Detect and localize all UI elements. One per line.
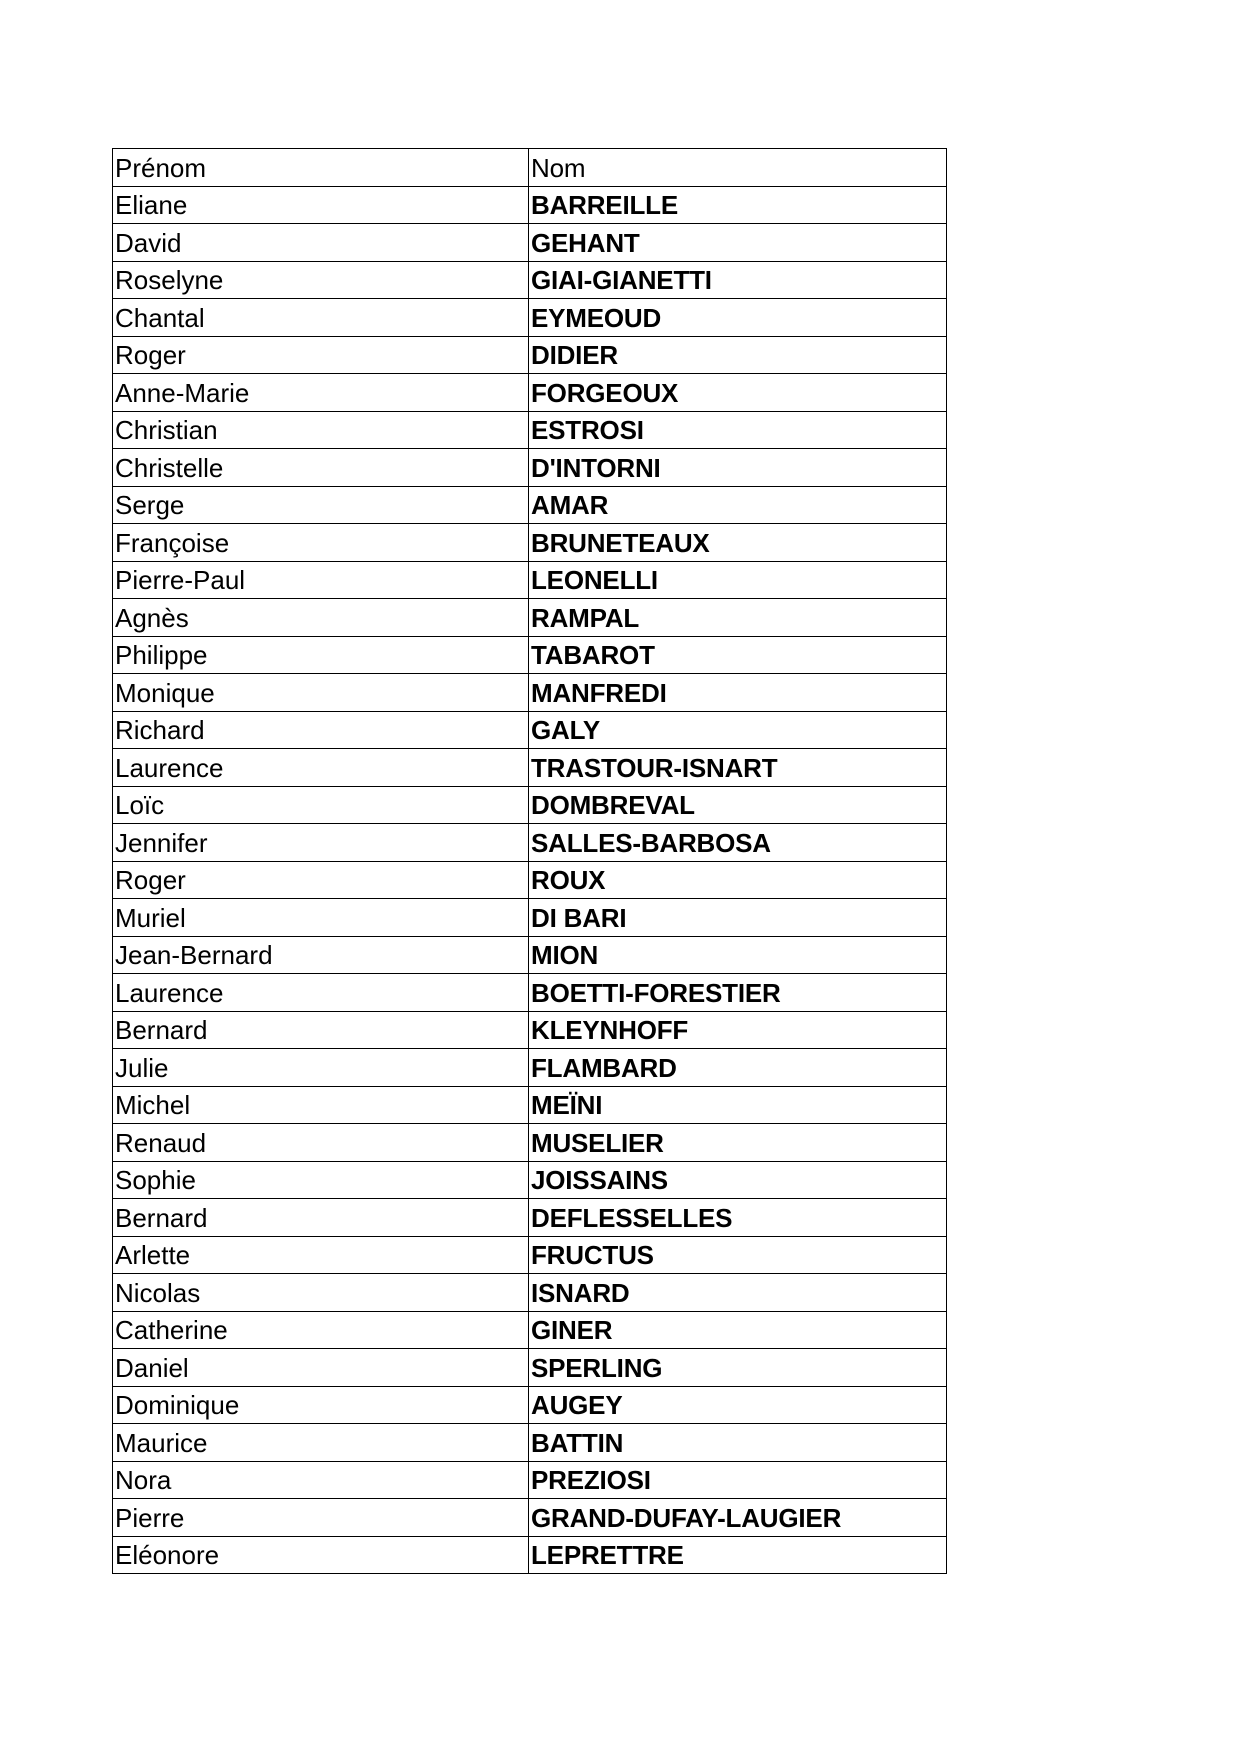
- last-name-cell: AUGEY: [529, 1386, 947, 1424]
- first-name-cell: Anne-Marie: [113, 374, 529, 412]
- table-row: [113, 524, 947, 562]
- table-row: [113, 599, 947, 637]
- table-row: [113, 636, 947, 674]
- last-name-cell: GIAI-GIANETTI: [529, 261, 947, 299]
- last-name-cell: SPERLING: [529, 1349, 947, 1387]
- first-name-cell: Bernard: [113, 1011, 529, 1049]
- table-row: [113, 1386, 947, 1424]
- first-name-cell: Philippe: [113, 636, 529, 674]
- last-name-cell: AMAR: [529, 486, 947, 524]
- table-row: [113, 1536, 947, 1574]
- table-row: [113, 1199, 947, 1237]
- table-row: [113, 711, 947, 749]
- first-name-cell: Christian: [113, 411, 529, 449]
- table-row: [113, 1499, 947, 1537]
- last-name-cell: EYMEOUD: [529, 299, 947, 337]
- first-name-cell: David: [113, 224, 529, 262]
- table-row: [113, 786, 947, 824]
- first-name-cell: Laurence: [113, 974, 529, 1012]
- table-row: [113, 1274, 947, 1312]
- first-name-cell: Dominique: [113, 1386, 529, 1424]
- first-name-cell: Nicolas: [113, 1274, 529, 1312]
- table-row: [113, 936, 947, 974]
- table-row: [113, 1424, 947, 1462]
- table-row: [113, 861, 947, 899]
- first-name-cell: Catherine: [113, 1311, 529, 1349]
- table-row: [113, 1124, 947, 1162]
- first-name-cell: Jennifer: [113, 824, 529, 862]
- first-name-cell: Roselyne: [113, 261, 529, 299]
- last-name-cell: RAMPAL: [529, 599, 947, 637]
- last-name-cell: DIDIER: [529, 336, 947, 374]
- last-name-cell: FORGEOUX: [529, 374, 947, 412]
- table-row: [113, 1049, 947, 1087]
- table-row: [113, 749, 947, 787]
- last-name-cell: ROUX: [529, 861, 947, 899]
- first-name-cell: Jean-Bernard: [113, 936, 529, 974]
- last-name-cell: MANFREDI: [529, 674, 947, 712]
- last-name-cell: KLEYNHOFF: [529, 1011, 947, 1049]
- header-last-name: Nom: [529, 149, 947, 187]
- last-name-cell: MION: [529, 936, 947, 974]
- table-row: [113, 1086, 947, 1124]
- last-name-cell: LEONELLI: [529, 561, 947, 599]
- first-name-cell: Roger: [113, 861, 529, 899]
- table-row: [113, 561, 947, 599]
- table-row: [113, 299, 947, 337]
- first-name-cell: Loïc: [113, 786, 529, 824]
- last-name-cell: JOISSAINS: [529, 1161, 947, 1199]
- first-name-cell: Eliane: [113, 186, 529, 224]
- first-name-cell: Sophie: [113, 1161, 529, 1199]
- first-name-cell: Serge: [113, 486, 529, 524]
- header-first-name: Prénom: [113, 149, 529, 187]
- last-name-cell: GINER: [529, 1311, 947, 1349]
- first-name-cell: Françoise: [113, 524, 529, 562]
- first-name-cell: Nora: [113, 1461, 529, 1499]
- last-name-cell: TABAROT: [529, 636, 947, 674]
- table-row: [113, 1011, 947, 1049]
- last-name-cell: BOETTI-FORESTIER: [529, 974, 947, 1012]
- first-name-cell: Laurence: [113, 749, 529, 787]
- first-name-cell: Bernard: [113, 1199, 529, 1237]
- table-row: [113, 1311, 947, 1349]
- first-name-cell: Julie: [113, 1049, 529, 1087]
- last-name-cell: MEÏNI: [529, 1086, 947, 1124]
- first-name-cell: Michel: [113, 1086, 529, 1124]
- table-header-row: [113, 149, 947, 187]
- last-name-cell: D'INTORNI: [529, 449, 947, 487]
- last-name-cell: ESTROSI: [529, 411, 947, 449]
- last-name-cell: DEFLESSELLES: [529, 1199, 947, 1237]
- table-row: [113, 486, 947, 524]
- first-name-cell: Renaud: [113, 1124, 529, 1162]
- last-name-cell: FRUCTUS: [529, 1236, 947, 1274]
- table-row: [113, 899, 947, 937]
- last-name-cell: BRUNETEAUX: [529, 524, 947, 562]
- table-row: [113, 336, 947, 374]
- table-row: [113, 1236, 947, 1274]
- first-name-cell: Arlette: [113, 1236, 529, 1274]
- last-name-cell: BATTIN: [529, 1424, 947, 1462]
- last-name-cell: BARREILLE: [529, 186, 947, 224]
- table-row: [113, 1349, 947, 1387]
- last-name-cell: PREZIOSI: [529, 1461, 947, 1499]
- table-row: [113, 974, 947, 1012]
- table-row: [113, 1461, 947, 1499]
- last-name-cell: GEHANT: [529, 224, 947, 262]
- last-name-cell: MUSELIER: [529, 1124, 947, 1162]
- first-name-cell: Richard: [113, 711, 529, 749]
- last-name-cell: LEPRETTRE: [529, 1536, 947, 1574]
- table-row: [113, 449, 947, 487]
- first-name-cell: Maurice: [113, 1424, 529, 1462]
- table-row: [113, 261, 947, 299]
- first-name-cell: Christelle: [113, 449, 529, 487]
- last-name-cell: FLAMBARD: [529, 1049, 947, 1087]
- first-name-cell: Chantal: [113, 299, 529, 337]
- table-row: [113, 1161, 947, 1199]
- table-row: [113, 374, 947, 412]
- first-name-cell: Pierre-Paul: [113, 561, 529, 599]
- last-name-cell: ISNARD: [529, 1274, 947, 1312]
- table-row: [113, 674, 947, 712]
- names-table-body: [113, 149, 947, 1574]
- table-row: [113, 824, 947, 862]
- first-name-cell: Daniel: [113, 1349, 529, 1387]
- last-name-cell: DI BARI: [529, 899, 947, 937]
- table-row: [113, 186, 947, 224]
- last-name-cell: DOMBREVAL: [529, 786, 947, 824]
- first-name-cell: Roger: [113, 336, 529, 374]
- names-table: [112, 148, 947, 1574]
- first-name-cell: Monique: [113, 674, 529, 712]
- last-name-cell: GRAND-DUFAY-LAUGIER: [529, 1499, 947, 1537]
- last-name-cell: GALY: [529, 711, 947, 749]
- first-name-cell: Eléonore: [113, 1536, 529, 1574]
- last-name-cell: SALLES-BARBOSA: [529, 824, 947, 862]
- first-name-cell: Agnès: [113, 599, 529, 637]
- first-name-cell: Pierre: [113, 1499, 529, 1537]
- first-name-cell: Muriel: [113, 899, 529, 937]
- table-row: [113, 411, 947, 449]
- table-row: [113, 224, 947, 262]
- last-name-cell: TRASTOUR-ISNART: [529, 749, 947, 787]
